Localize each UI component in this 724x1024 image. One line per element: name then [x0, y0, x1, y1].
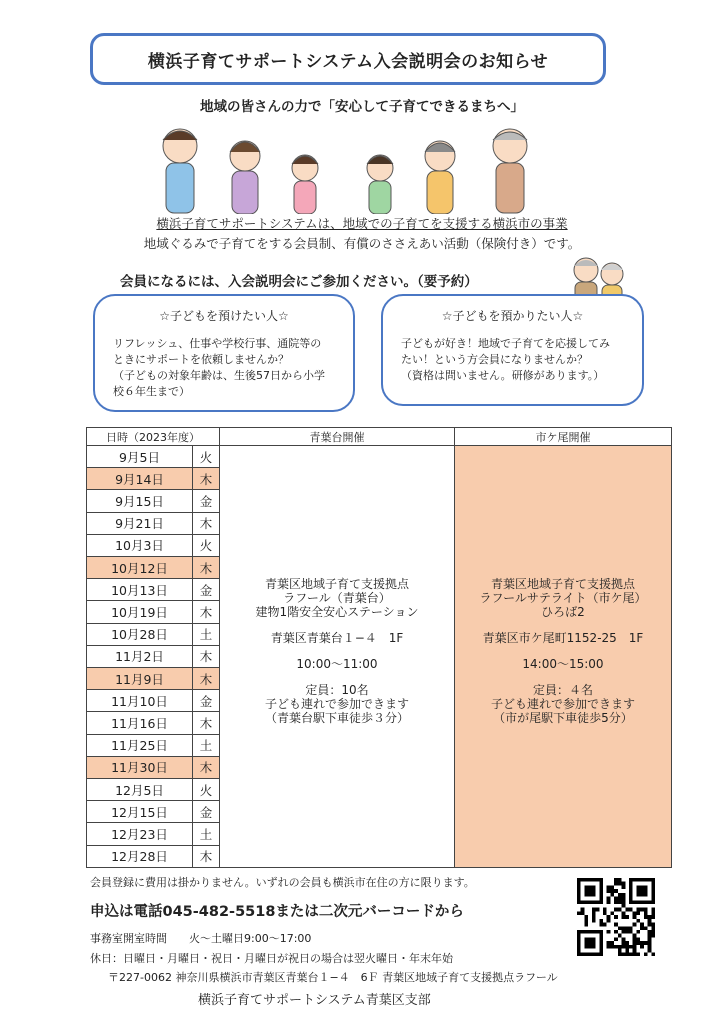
venue-ichigao-text: ラフールサテライト（市ケ尾）	[479, 590, 647, 605]
card-parents-line: （子どもの対象年齢は、生後57日から小学	[113, 369, 325, 382]
schedule-weekday: 木	[193, 756, 220, 778]
schedule-weekday: 土	[193, 823, 220, 845]
card-helpers-line: 子どもが好き！地域で子育てを応援してみ	[401, 337, 610, 350]
schedule-date: 11月10日	[87, 690, 193, 712]
card-parents	[93, 294, 355, 412]
schedule-row	[87, 446, 672, 468]
card-parents-line: ときにサポートを依頼しませんか？	[113, 353, 289, 366]
system-description-underlined: 横浜子育てサポートシステムは、地域での子育てを支援する横浜市の事業	[156, 216, 568, 231]
card-helpers-title: ☆子どもを預かりたい人☆	[441, 309, 584, 323]
card-helpers-line: （資格は問いません。研修があります。）	[401, 369, 605, 382]
schedule-weekday: 金	[193, 579, 220, 601]
schedule-date: 10月13日	[87, 579, 193, 601]
schedule-date: 10月28日	[87, 623, 193, 645]
schedule-date: 10月12日	[87, 557, 193, 579]
slogan: 地域の皆さんの力で「安心して子育てできるまちへ」	[200, 99, 524, 115]
schedule-weekday: 金	[193, 801, 220, 823]
venue-ichigao-text: （市が尾駅下車徒歩5分）	[493, 710, 633, 725]
card-helpers	[381, 294, 644, 406]
schedule-date: 12月28日	[87, 845, 193, 867]
schedule-weekday: 土	[193, 623, 220, 645]
schedule-date: 10月19日	[87, 601, 193, 623]
venue-aobadai-text: （青葉台駅下車徒歩３分）	[264, 710, 409, 725]
schedule-weekday: 火	[193, 779, 220, 801]
schedule-weekday: 火	[193, 534, 220, 556]
fee-note: 会員登録に費用は掛かりません。いずれの会員も横浜市在住の方に限ります。	[90, 876, 475, 889]
venue-aobadai-text: 青葉区青葉台１−４ 1F	[270, 630, 404, 645]
schedule-weekday: 木	[193, 712, 220, 734]
schedule-weekday: 木	[193, 845, 220, 867]
qr-code[interactable]	[577, 878, 655, 956]
schedule-weekday: 木	[193, 601, 220, 623]
apply-info: 申込は電話045-482-5518または二次元バーコードから	[90, 904, 464, 920]
card-helpers-body	[401, 336, 628, 384]
venue-ichigao-text: 青葉区地域子育て支援拠点	[490, 576, 635, 591]
schedule-date: 9月14日	[87, 468, 193, 490]
schedule-weekday: 木	[193, 468, 220, 490]
venue-ichigao-text: 定員：４名	[532, 682, 593, 697]
venue-ichigao	[455, 446, 672, 868]
schedule-date: 9月21日	[87, 512, 193, 534]
card-parents-line: リフレッシュ、仕事や学校行事、通院等の	[113, 337, 322, 350]
header-ichigao: 市ケ尾開催	[455, 428, 672, 446]
schedule-weekday: 木	[193, 645, 220, 667]
venue-ichigao-text: ひろば2	[541, 604, 585, 619]
schedule-weekday: 土	[193, 734, 220, 756]
schedule-date: 12月23日	[87, 823, 193, 845]
schedule-date: 11月9日	[87, 668, 193, 690]
venue-aobadai-text: 子ども連れで参加できます	[264, 696, 409, 711]
schedule-date: 11月16日	[87, 712, 193, 734]
schedule-weekday: 火	[193, 446, 220, 468]
schedule-date: 9月15日	[87, 490, 193, 512]
page-title: 横浜子育てサポートシステム入会説明会のお知らせ	[90, 33, 606, 85]
schedule-date: 11月2日	[87, 645, 193, 667]
header-date: 日時（2023年度）	[87, 428, 220, 446]
venue-ichigao-text: 青葉区市ケ尾町1152-25 1F	[482, 630, 644, 645]
schedule-date: 9月5日	[87, 446, 193, 468]
schedule-weekday: 木	[193, 512, 220, 534]
card-parents-body	[113, 336, 339, 400]
member-heading: 会員になるには、入会説明会にご参加ください。（要予約）	[120, 274, 478, 290]
header-aobadai: 青葉台開催	[220, 428, 455, 446]
venue-aobadai-text: ラフール（青葉台）	[283, 590, 391, 605]
system-description: 地域ぐるみで子育てをする会員制、有償のささえあい活動（保険付き）です。	[143, 236, 581, 251]
schedule-date: 10月3日	[87, 534, 193, 556]
schedule-date: 12月15日	[87, 801, 193, 823]
family-illustration	[140, 118, 580, 214]
schedule-weekday: 金	[193, 490, 220, 512]
schedule-weekday: 木	[193, 557, 220, 579]
schedule-date: 11月25日	[87, 734, 193, 756]
venue-aobadai-text: 10:00〜11:00	[296, 656, 378, 671]
schedule-weekday: 木	[193, 668, 220, 690]
card-helpers-line: たい！という方会員になりませんか？	[401, 353, 588, 366]
office-hours: 事務室開室時間 火〜土曜日9:00〜17:00	[90, 932, 312, 945]
schedule-table	[86, 427, 672, 868]
card-parents-line: 校６年生まで）	[113, 385, 190, 398]
organization-name: 横浜子育てサポートシステム青葉区支部	[198, 993, 431, 1008]
venue-ichigao-text: 子ども連れで参加できます	[490, 696, 635, 711]
venue-aobadai	[220, 446, 455, 868]
venue-aobadai-text: 定員：10名	[305, 682, 369, 697]
venue-aobadai-text: 建物1階安全安心ステーション	[255, 604, 419, 619]
schedule-weekday: 金	[193, 690, 220, 712]
holidays: 休日：日曜日・月曜日・祝日・月曜日が祝日の場合は翌火曜日・年末年始	[90, 952, 453, 965]
card-parents-title: ☆子どもを預けたい人☆	[159, 309, 289, 323]
venue-aobadai-text: 青葉区地域子育て支援拠点	[264, 576, 409, 591]
schedule-date: 11月30日	[87, 756, 193, 778]
venue-ichigao-text: 14:00〜15:00	[522, 656, 604, 671]
schedule-date: 12月5日	[87, 779, 193, 801]
address: 〒227-0062 神奈川県横浜市青葉区青葉台１−４ 6Ｆ 青葉区地域子育て支援拠点ラフール	[108, 971, 558, 984]
